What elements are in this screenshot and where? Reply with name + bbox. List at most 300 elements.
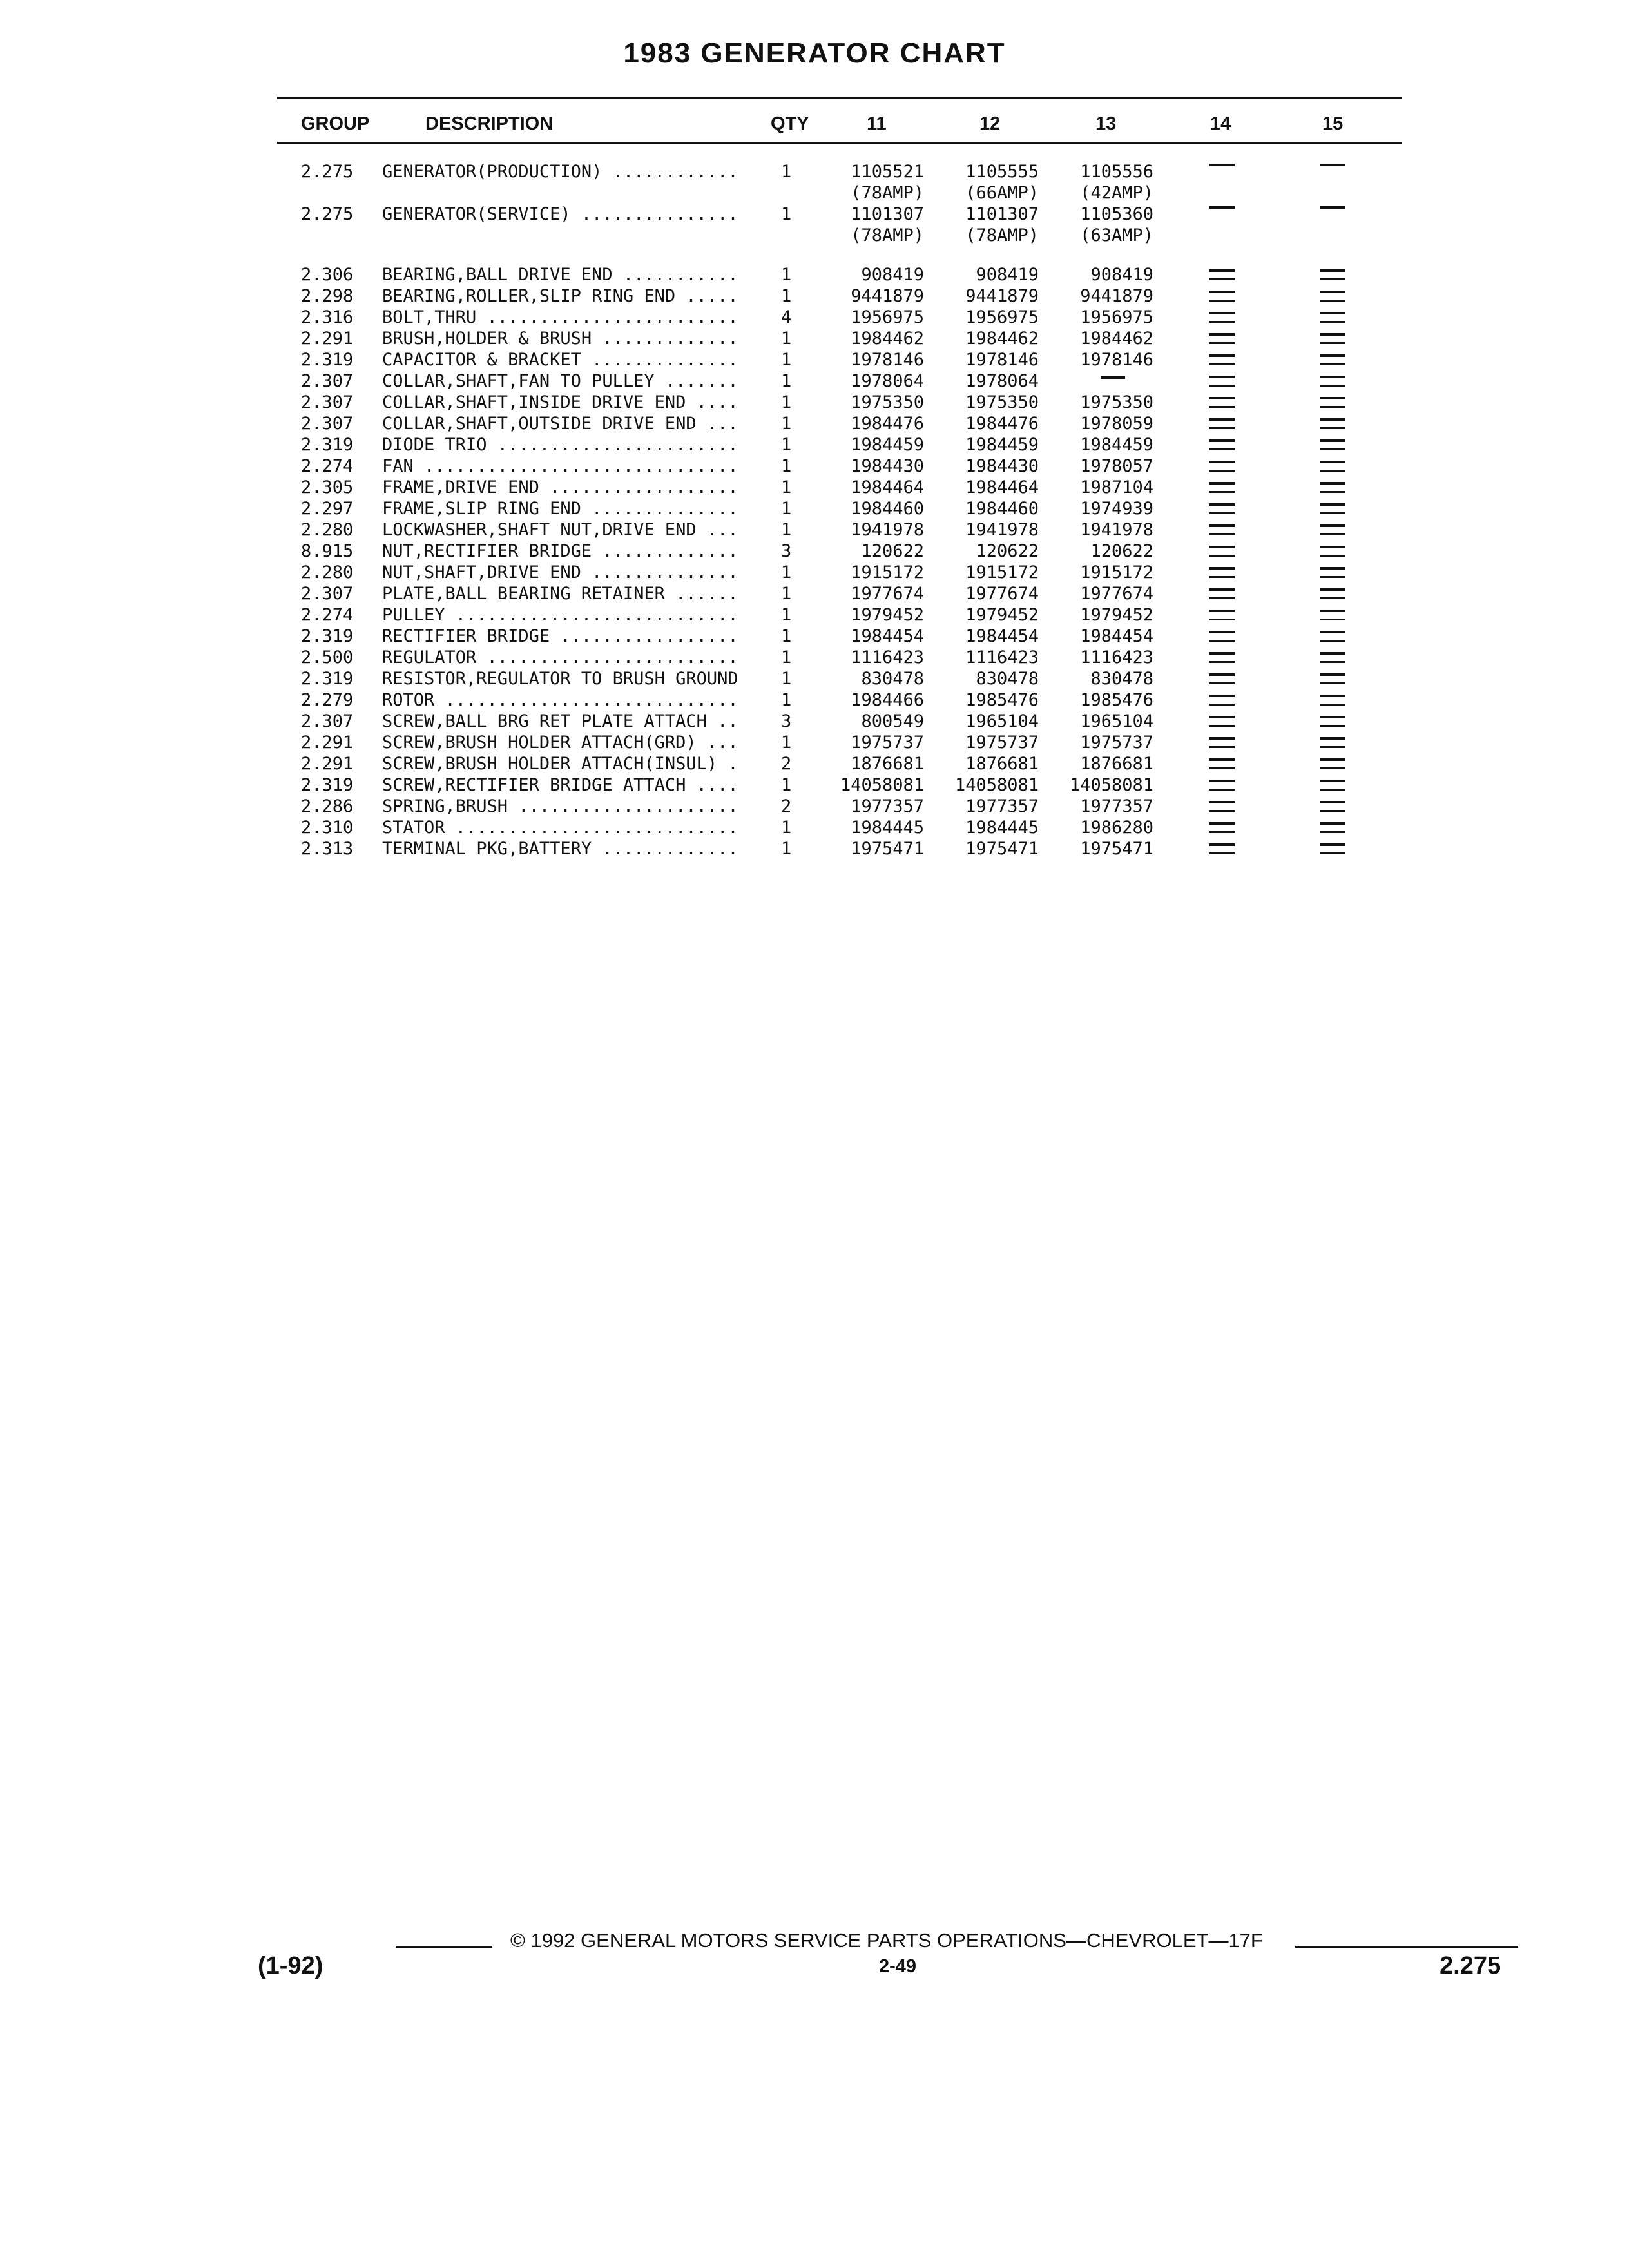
description-cell: COLLAR,SHAFT,OUTSIDE DRIVE END ...	[382, 414, 738, 434]
table-row	[0, 161, 1629, 182]
part-number-col-12: 120622	[976, 541, 1039, 561]
part-number-col-12: 1116423	[965, 648, 1039, 668]
table-row	[0, 392, 1629, 413]
date-code: (1-92)	[258, 1952, 323, 1979]
dash-mark-14-lower	[1209, 852, 1235, 854]
dash-mark-14	[1209, 822, 1235, 825]
header-rule	[277, 142, 1402, 144]
dash-mark-14	[1209, 333, 1235, 336]
qty-cell: 1	[781, 818, 792, 838]
dash-mark-15-lower	[1320, 491, 1345, 493]
dash-mark-15-lower	[1320, 278, 1345, 280]
dash-mark-14	[1209, 631, 1235, 633]
dash-mark-14	[1209, 567, 1235, 570]
description-cell: SCREW,BALL BRG RET PLATE ATTACH ..	[382, 711, 738, 731]
dash-mark-14-lower	[1209, 448, 1235, 450]
table-row	[0, 541, 1629, 562]
dash-mark-15	[1320, 631, 1345, 633]
dash-mark-14	[1209, 164, 1235, 166]
dash-mark-14	[1209, 376, 1235, 378]
dash-mark-15	[1320, 716, 1345, 718]
dash-mark-14	[1209, 716, 1235, 718]
table-row	[0, 456, 1629, 477]
qty-cell: 1	[781, 648, 792, 668]
qty-cell: 1	[781, 435, 792, 455]
section-number: 2.275	[1440, 1952, 1501, 1979]
table-row-amp-rating	[0, 182, 1629, 204]
table-row	[0, 349, 1629, 370]
dash-mark-15-lower	[1320, 512, 1345, 514]
part-number-col-11: 1978064	[851, 371, 924, 391]
dash-mark-14-lower	[1209, 470, 1235, 472]
group-cell: 2.305	[301, 477, 354, 497]
dash-mark-15	[1320, 780, 1345, 782]
dash-mark-14-lower	[1209, 746, 1235, 748]
part-number-col-13: 9441879	[1080, 286, 1153, 306]
part-number-col-13: 1941978	[1080, 520, 1153, 540]
part-number-col-13: 830478	[1090, 669, 1153, 689]
description-cell: BEARING,BALL DRIVE END ...........	[382, 265, 738, 285]
part-number-col-12: 14058081	[954, 775, 1039, 795]
dash-mark-15-lower	[1320, 789, 1345, 791]
dash-mark-14-lower	[1209, 682, 1235, 684]
part-number-col-13: 1105360	[1080, 204, 1153, 224]
amp-rating-col-12: (78AMP)	[965, 226, 1039, 245]
part-number-col-12: 1984464	[965, 477, 1039, 497]
table-row	[0, 328, 1629, 349]
group-cell: 2.307	[301, 711, 354, 731]
part-number-col-11: 1975737	[851, 733, 924, 753]
table-row	[0, 689, 1629, 711]
qty-cell: 1	[781, 204, 792, 224]
part-number-col-12: 1975471	[965, 839, 1039, 859]
table-row	[0, 626, 1629, 647]
column-header-15: 15	[1322, 113, 1344, 134]
qty-cell: 2	[781, 754, 792, 774]
part-number-col-12: 1978146	[965, 350, 1039, 370]
description-cell: DIODE TRIO .......................	[382, 435, 738, 455]
dash-mark-15	[1320, 610, 1345, 612]
dash-mark-15	[1320, 652, 1345, 655]
part-number-col-13: 1974939	[1080, 499, 1153, 519]
dash-mark-14-lower	[1209, 512, 1235, 514]
group-cell: 2.297	[301, 499, 354, 519]
table-row	[0, 583, 1629, 604]
part-number-col-12: 1965104	[965, 711, 1039, 731]
dash-mark-14-lower	[1209, 342, 1235, 344]
part-number-col-13: 1987104	[1080, 477, 1153, 497]
dash-mark-14-lower	[1209, 597, 1235, 599]
dash-mark-15-lower	[1320, 300, 1345, 302]
qty-cell: 1	[781, 584, 792, 604]
dash-mark-14	[1209, 397, 1235, 399]
table-row	[0, 774, 1629, 796]
part-number-col-11: 1975350	[851, 392, 924, 412]
description-cell: FRAME,SLIP RING END ..............	[382, 499, 738, 519]
table-row	[0, 370, 1629, 392]
description-cell: TERMINAL PKG,BATTERY .............	[382, 839, 738, 859]
part-number-col-11: 908419	[861, 265, 924, 285]
copyright-notice: © 1992 GENERAL MOTORS SERVICE PARTS OPERATIONS—CHEVROLET—17F	[510, 1929, 1263, 1952]
dash-mark-15-lower	[1320, 363, 1345, 365]
part-number-col-12: 1977357	[965, 796, 1039, 816]
table-row	[0, 264, 1629, 285]
part-number-col-11: 1105521	[851, 162, 924, 182]
group-cell: 2.310	[301, 818, 354, 838]
column-header-qty: QTY	[771, 113, 809, 134]
dash-mark-14-lower	[1209, 810, 1235, 812]
description-cell: SCREW,RECTIFIER BRIDGE ATTACH ....	[382, 775, 738, 795]
dash-mark-15-lower	[1320, 619, 1345, 620]
table-row	[0, 817, 1629, 838]
dash-mark-15-lower	[1320, 852, 1345, 854]
description-cell: STATOR ...........................	[382, 818, 738, 838]
dash-mark-14-lower	[1209, 385, 1235, 387]
group-cell: 2.313	[301, 839, 354, 859]
dash-mark-15	[1320, 164, 1345, 166]
dash-mark-14	[1209, 524, 1235, 527]
part-number-col-11: 1977674	[851, 584, 924, 604]
amp-rating-col-13: (63AMP)	[1080, 226, 1153, 245]
part-number-col-12: 1984476	[965, 414, 1039, 434]
part-number-col-11: 1984454	[851, 626, 924, 646]
part-number-col-12: 1978064	[965, 371, 1039, 391]
qty-cell: 1	[781, 562, 792, 582]
part-number-col-13: 1965104	[1080, 711, 1153, 731]
group-cell: 2.275	[301, 204, 354, 224]
group-cell: 2.291	[301, 733, 354, 753]
footer-rule-left	[396, 1946, 492, 1948]
dash-mark-15	[1320, 376, 1345, 378]
part-number-col-12: 908419	[976, 265, 1039, 285]
group-cell: 2.274	[301, 456, 354, 476]
part-number-col-13: 1975737	[1080, 733, 1153, 753]
dash-mark-14	[1209, 546, 1235, 548]
dash-mark-14-lower	[1209, 661, 1235, 663]
part-number-col-12: 1984462	[965, 329, 1039, 349]
dash-mark-14	[1209, 652, 1235, 655]
dash-mark-15-lower	[1320, 767, 1345, 769]
dash-mark-15-lower	[1320, 385, 1345, 387]
dash-mark-14-lower	[1209, 321, 1235, 323]
dash-mark-15	[1320, 461, 1345, 463]
dash-mark-15	[1320, 588, 1345, 591]
table-row	[0, 796, 1629, 817]
dash-mark-15-lower	[1320, 597, 1345, 599]
dash-mark-13	[1101, 376, 1125, 379]
dash-mark-15	[1320, 546, 1345, 548]
group-cell: 2.319	[301, 775, 354, 795]
qty-cell: 1	[781, 477, 792, 497]
part-number-col-11: 1984459	[851, 435, 924, 455]
footer-rule-right	[1295, 1946, 1518, 1948]
part-number-col-12: 1956975	[965, 307, 1039, 327]
part-number-col-13: 1105556	[1080, 162, 1153, 182]
part-number-col-11: 1876681	[851, 754, 924, 774]
dash-mark-14-lower	[1209, 704, 1235, 706]
dash-mark-15	[1320, 312, 1345, 314]
table-row-amp-rating	[0, 225, 1629, 246]
qty-cell: 1	[781, 520, 792, 540]
dash-mark-14	[1209, 291, 1235, 293]
part-number-col-13: 1977357	[1080, 796, 1153, 816]
group-cell: 2.307	[301, 392, 354, 412]
qty-cell: 1	[781, 669, 792, 689]
part-number-col-13: 1956975	[1080, 307, 1153, 327]
dash-mark-15-lower	[1320, 342, 1345, 344]
part-number-col-13: 1915172	[1080, 562, 1153, 582]
amp-rating-col-13: (42AMP)	[1080, 183, 1153, 203]
description-cell: BOLT,THRU ........................	[382, 307, 738, 327]
dash-mark-15	[1320, 482, 1345, 485]
dash-mark-14-lower	[1209, 555, 1235, 557]
dash-mark-14	[1209, 737, 1235, 740]
group-cell: 2.319	[301, 626, 354, 646]
description-cell: LOCKWASHER,SHAFT NUT,DRIVE END ...	[382, 520, 738, 540]
qty-cell: 1	[781, 626, 792, 646]
dash-mark-15	[1320, 822, 1345, 825]
part-number-col-13: 1984459	[1080, 435, 1153, 455]
part-number-col-13: 908419	[1090, 265, 1153, 285]
part-number-col-11: 1956975	[851, 307, 924, 327]
dash-mark-14	[1209, 354, 1235, 357]
part-number-col-13: 1978146	[1080, 350, 1153, 370]
dash-mark-15	[1320, 397, 1345, 399]
part-number-col-11: 1984460	[851, 499, 924, 519]
dash-mark-14-lower	[1209, 576, 1235, 578]
dash-mark-15-lower	[1320, 682, 1345, 684]
table-row	[0, 498, 1629, 519]
part-number-col-13: 1116423	[1080, 648, 1153, 668]
dash-mark-15-lower	[1320, 533, 1345, 535]
dash-mark-15	[1320, 737, 1345, 740]
description-cell: ROTOR ............................	[382, 690, 738, 710]
group-cell: 2.274	[301, 605, 354, 625]
top-rule	[277, 97, 1402, 99]
group-cell: 2.306	[301, 265, 354, 285]
part-number-col-12: 830478	[976, 669, 1039, 689]
qty-cell: 1	[781, 162, 792, 182]
part-number-col-11: 1915172	[851, 562, 924, 582]
part-number-col-13: 1977674	[1080, 584, 1153, 604]
description-cell: CAPACITOR & BRACKET ..............	[382, 350, 738, 370]
dash-mark-14	[1209, 312, 1235, 314]
dash-mark-14	[1209, 673, 1235, 676]
part-number-col-12: 1941978	[965, 520, 1039, 540]
dash-mark-15-lower	[1320, 555, 1345, 557]
dash-mark-14-lower	[1209, 363, 1235, 365]
qty-cell: 1	[781, 499, 792, 519]
part-number-col-11: 1977357	[851, 796, 924, 816]
dash-mark-15	[1320, 843, 1345, 846]
table-row	[0, 285, 1629, 307]
part-number-col-13: 1984462	[1080, 329, 1153, 349]
dash-mark-15	[1320, 291, 1345, 293]
part-number-col-12: 1984460	[965, 499, 1039, 519]
dash-mark-15-lower	[1320, 576, 1345, 578]
description-cell: RECTIFIER BRIDGE .................	[382, 626, 738, 646]
description-cell: BEARING,ROLLER,SLIP RING END .....	[382, 286, 738, 306]
part-number-col-11: 1984462	[851, 329, 924, 349]
group-cell: 2.291	[301, 329, 354, 349]
part-number-col-13: 1876681	[1080, 754, 1153, 774]
table-row	[0, 204, 1629, 225]
part-number-col-13: 1986280	[1080, 818, 1153, 838]
part-number-col-11: 1984476	[851, 414, 924, 434]
part-number-col-11: 800549	[861, 711, 924, 731]
group-cell: 2.298	[301, 286, 354, 306]
qty-cell: 1	[781, 329, 792, 349]
dash-mark-15	[1320, 269, 1345, 272]
part-number-col-11: 9441879	[851, 286, 924, 306]
table-row	[0, 562, 1629, 583]
dash-mark-14	[1209, 439, 1235, 442]
dash-mark-15	[1320, 567, 1345, 570]
column-header-11: 11	[867, 113, 887, 134]
qty-cell: 1	[781, 456, 792, 476]
part-number-col-11: 1101307	[851, 204, 924, 224]
qty-cell: 1	[781, 392, 792, 412]
table-row	[0, 647, 1629, 668]
part-number-col-13: 1979452	[1080, 605, 1153, 625]
column-header-description: DESCRIPTION	[425, 113, 554, 134]
part-number-col-11: 830478	[861, 669, 924, 689]
qty-cell: 1	[781, 414, 792, 434]
group-cell: 2.307	[301, 371, 354, 391]
column-header-group: GROUP	[301, 113, 370, 134]
part-number-col-11: 1984445	[851, 818, 924, 838]
dash-mark-15	[1320, 758, 1345, 761]
description-cell: GENERATOR(PRODUCTION) ............	[382, 162, 738, 182]
part-number-col-12: 1915172	[965, 562, 1039, 582]
part-number-col-11: 1984466	[851, 690, 924, 710]
part-number-col-12: 1985476	[965, 690, 1039, 710]
part-number-col-11: 14058081	[840, 775, 924, 795]
qty-cell: 1	[781, 350, 792, 370]
part-number-col-11: 1116423	[851, 648, 924, 668]
qty-cell: 1	[781, 265, 792, 285]
dash-mark-15-lower	[1320, 470, 1345, 472]
qty-cell: 1	[781, 690, 792, 710]
dash-mark-14-lower	[1209, 789, 1235, 791]
part-number-col-12: 1975737	[965, 733, 1039, 753]
part-number-col-12: 1979452	[965, 605, 1039, 625]
group-cell: 2.319	[301, 669, 354, 689]
part-number-col-12: 1977674	[965, 584, 1039, 604]
part-number-col-13: 1978059	[1080, 414, 1153, 434]
part-number-col-11: 1975471	[851, 839, 924, 859]
qty-cell: 1	[781, 733, 792, 753]
part-number-col-12: 1984445	[965, 818, 1039, 838]
dash-mark-15	[1320, 354, 1345, 357]
column-header-12: 12	[979, 113, 1001, 134]
description-cell: SCREW,BRUSH HOLDER ATTACH(INSUL) .	[382, 754, 738, 774]
part-number-col-11: 1979452	[851, 605, 924, 625]
part-number-col-11: 120622	[861, 541, 924, 561]
part-number-col-11: 1941978	[851, 520, 924, 540]
part-number-col-13: 1975471	[1080, 839, 1153, 859]
group-cell: 2.307	[301, 584, 354, 604]
dash-mark-15-lower	[1320, 661, 1345, 663]
table-row	[0, 732, 1629, 753]
description-cell: NUT,SHAFT,DRIVE END ..............	[382, 562, 738, 582]
dash-mark-15	[1320, 503, 1345, 506]
dash-mark-15-lower	[1320, 427, 1345, 429]
dash-mark-14	[1209, 843, 1235, 846]
description-cell: RESISTOR,REGULATOR TO BRUSH GROUND	[382, 669, 738, 689]
part-number-col-12: 1105555	[965, 162, 1039, 182]
part-number-col-12: 1984459	[965, 435, 1039, 455]
description-cell: NUT,RECTIFIER BRIDGE .............	[382, 541, 738, 561]
table-row	[0, 753, 1629, 774]
dash-mark-14-lower	[1209, 640, 1235, 642]
table-row	[0, 711, 1629, 732]
dash-mark-15	[1320, 439, 1345, 442]
dash-mark-14	[1209, 418, 1235, 421]
qty-cell: 1	[781, 371, 792, 391]
part-number-col-12: 9441879	[965, 286, 1039, 306]
dash-mark-15	[1320, 695, 1345, 697]
description-cell: FAN ..............................	[382, 456, 738, 476]
part-number-col-13: 1978057	[1080, 456, 1153, 476]
qty-cell: 3	[781, 541, 792, 561]
table-row	[0, 604, 1629, 626]
dash-mark-15-lower	[1320, 810, 1345, 812]
part-number-col-11: 1984430	[851, 456, 924, 476]
dash-mark-14-lower	[1209, 831, 1235, 833]
dash-mark-15-lower	[1320, 321, 1345, 323]
dash-mark-14	[1209, 610, 1235, 612]
description-cell: SCREW,BRUSH HOLDER ATTACH(GRD) ...	[382, 733, 738, 753]
description-cell: SPRING,BRUSH .....................	[382, 796, 738, 816]
group-cell: 2.280	[301, 562, 354, 582]
description-cell: COLLAR,SHAFT,FAN TO PULLEY .......	[382, 371, 738, 391]
dash-mark-14	[1209, 461, 1235, 463]
qty-cell: 1	[781, 839, 792, 859]
dash-mark-14	[1209, 269, 1235, 272]
part-number-col-12: 1876681	[965, 754, 1039, 774]
part-number-col-13: 1984454	[1080, 626, 1153, 646]
description-cell: REGULATOR ........................	[382, 648, 738, 668]
dash-mark-15-lower	[1320, 704, 1345, 706]
dash-mark-14-lower	[1209, 491, 1235, 493]
dash-mark-15-lower	[1320, 406, 1345, 408]
part-number-col-13: 14058081	[1069, 775, 1153, 795]
dash-mark-14-lower	[1209, 300, 1235, 302]
dash-mark-15-lower	[1320, 448, 1345, 450]
description-cell: COLLAR,SHAFT,INSIDE DRIVE END ....	[382, 392, 738, 412]
dash-mark-14	[1209, 206, 1235, 209]
column-header-13: 13	[1095, 113, 1117, 134]
group-cell: 2.316	[301, 307, 354, 327]
qty-cell: 2	[781, 796, 792, 816]
table-row	[0, 519, 1629, 541]
description-cell: GENERATOR(SERVICE) ...............	[382, 204, 738, 224]
qty-cell: 1	[781, 775, 792, 795]
dash-mark-14-lower	[1209, 725, 1235, 727]
dash-mark-15	[1320, 418, 1345, 421]
dash-mark-15	[1320, 673, 1345, 676]
qty-cell: 1	[781, 605, 792, 625]
description-cell: PULLEY ...........................	[382, 605, 738, 625]
dash-mark-14-lower	[1209, 406, 1235, 408]
dash-mark-15	[1320, 801, 1345, 803]
qty-cell: 1	[781, 286, 792, 306]
group-cell: 2.319	[301, 350, 354, 370]
table-row	[0, 434, 1629, 456]
part-number-col-12: 1984454	[965, 626, 1039, 646]
part-number-col-12: 1984430	[965, 456, 1039, 476]
